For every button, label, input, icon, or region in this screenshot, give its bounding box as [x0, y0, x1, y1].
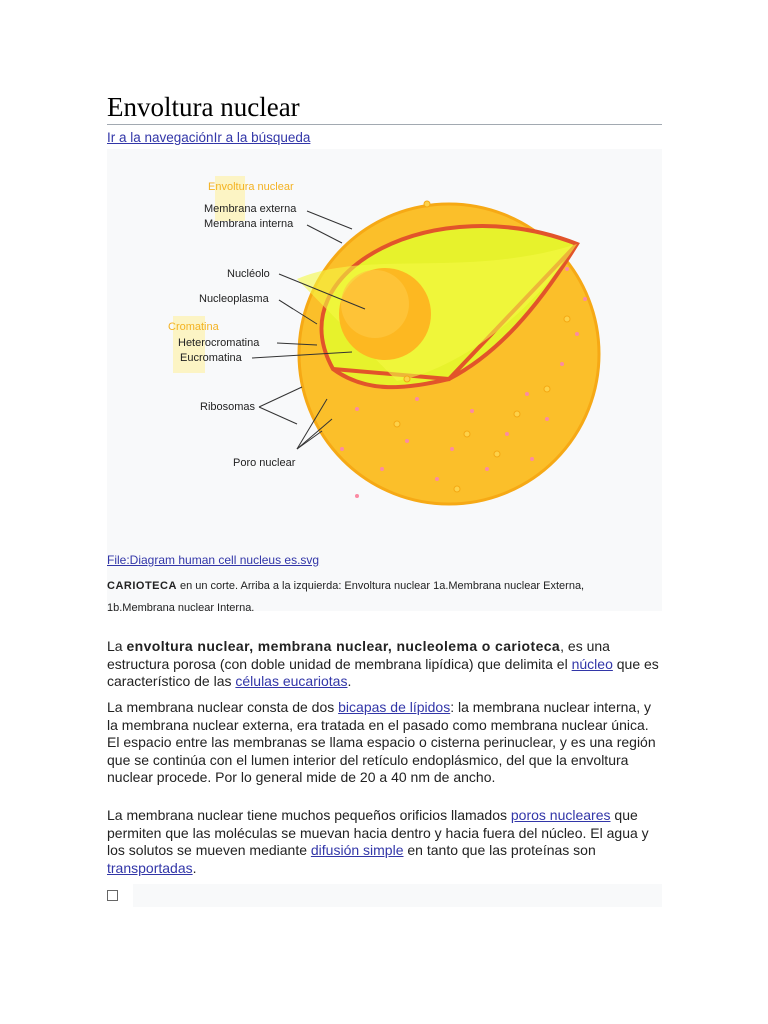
figure	[107, 149, 662, 614]
caption-text: en un corte. Arriba a la izquierda: Envoltura nuclear 1a.Membrana nuclear Externa, 1b.Membrana nuclear Interna.	[107, 580, 585, 614]
label-nucleolo: Nucléolo	[227, 268, 270, 280]
label-ribosomas: Ribosomas	[200, 401, 256, 413]
label-cromatina: Cromatina	[168, 321, 219, 333]
checkbox-icon[interactable]	[107, 890, 118, 901]
nucleus-diagram	[107, 149, 662, 549]
p3-text-2: que permiten que las moléculas se muevan hacia dentro y hacia fuera del núcleo. El agua y los solutos se mueven mediante	[107, 807, 649, 858]
p1-text-3: que es característico de las	[107, 655, 659, 689]
jump-to-navigation-link[interactable]: Ir a la navegación	[107, 130, 214, 145]
bottom-placeholder	[107, 884, 662, 907]
page-title: Envoltura nuclear	[107, 90, 662, 125]
paragraph-3	[107, 807, 662, 877]
label-heterocromatina: Heterocromatina	[178, 337, 260, 349]
p1-text-4: .	[347, 673, 352, 689]
p1-text-1: La	[107, 638, 127, 654]
p3-text-1: La membrana nuclear tiene muchos pequeños orificios llamados	[107, 807, 511, 823]
p1-bold: envoltura nuclear, membrana nuclear, nucleolema o carioteca	[126, 638, 561, 654]
p1-text-2: , es una estructura porosa (con doble unidad de membrana lipídica) que delimita el	[107, 638, 610, 672]
p2-text-2: : la membrana nuclear interna, y la membrana nuclear externa, era tratada en el pasado como membrana nuclear única. El espacio entre las membranas se llama espacio o cisterna perinuclear, y es una región que se continúa con el lumen interior del retículo endoplásmico, del que la envoltura nuclear procede. Por lo general mide de 20 a 40 nm de ancho.	[107, 699, 656, 785]
link-nucleo[interactable]: núcleo	[571, 655, 613, 672]
link-transportadas[interactable]: transportadas	[107, 859, 193, 876]
figure-caption	[107, 575, 652, 619]
placeholder-bar	[133, 884, 662, 907]
label-envoltura: Envoltura nuclear	[208, 181, 294, 193]
jump-to-search-link[interactable]: Ir a la búsqueda	[213, 130, 311, 145]
paragraph-2	[107, 699, 662, 787]
link-difusion-simple[interactable]: difusión simple	[310, 842, 404, 858]
link-poros-nucleares[interactable]: poros nucleares	[510, 807, 611, 823]
label-poro: Poro nuclear	[233, 457, 296, 469]
label-eucromatina: Eucromatina	[180, 352, 242, 364]
file-link[interactable]: File:Diagram human cell nucleus es.svg	[107, 553, 320, 567]
caption-bold: CARIOTECA	[107, 580, 177, 592]
paragraph-1	[107, 638, 662, 691]
link-bicapas-lipidos[interactable]: bicapas de lípidos	[338, 699, 451, 715]
article	[107, 90, 662, 876]
p3-text-3: en tanto que las proteínas son	[403, 842, 596, 858]
jump-links	[107, 129, 662, 147]
label-membrana-externa: Membrana externa	[204, 203, 297, 215]
p3-text-4: .	[192, 859, 197, 876]
p2-text-1: La membrana nuclear consta de dos	[107, 699, 339, 715]
label-nucleoplasma: Nucleoplasma	[199, 293, 269, 305]
link-celulas-eucariotas[interactable]: células eucariotas	[235, 673, 348, 689]
label-membrana-interna: Membrana interna	[204, 218, 294, 230]
